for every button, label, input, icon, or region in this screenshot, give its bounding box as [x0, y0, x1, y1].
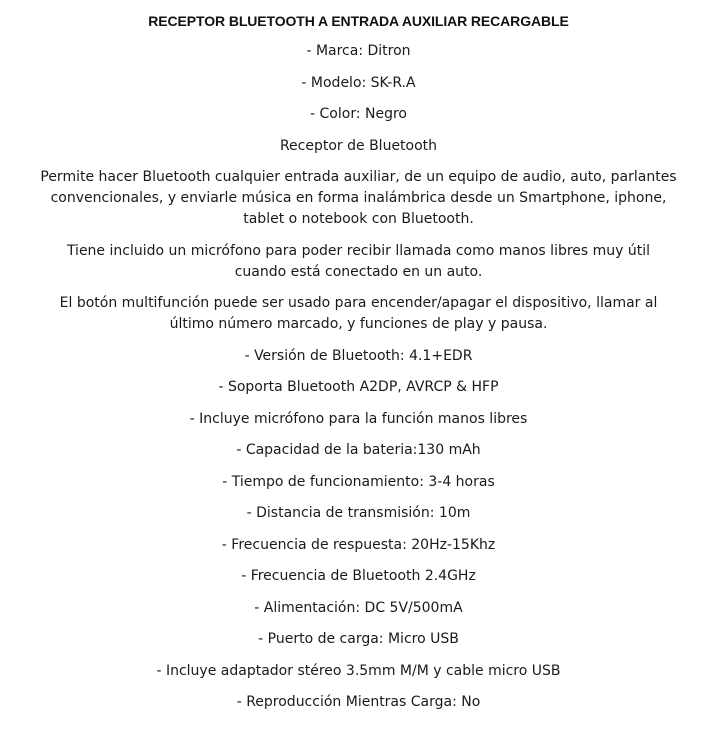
section-subtitle: Receptor de Bluetooth	[279, 137, 438, 154]
page-title: RECEPTOR BLUETOOTH A ENTRADA AUXILIAR RECARGABLE	[148, 13, 569, 29]
spec-range: - Distancia de transmisión: 10m	[246, 505, 471, 521]
spec-runtime: - Tiempo de funcionamiento: 3-4 horas	[222, 473, 495, 490]
description-paragraph-2: Tiene incluido un micrófono para poder recibir llamada como manos libres muy útil cuando está conectado en un auto.	[66, 242, 651, 280]
description-paragraph-3: El botón multifunción puede ser usado para encender/apagar el dispositivo, llamar al último número marcado, y funciones de play y pausa.	[59, 295, 658, 332]
spec-bluetooth-frequency: - Frecuencia de Bluetooth 2.4GHz	[241, 568, 476, 584]
spec-profiles: - Soporta Bluetooth A2DP, AVRCP & HFP	[218, 379, 499, 395]
spec-power: - Alimentación: DC 5V/500mA	[254, 599, 463, 616]
spec-model: - Modelo: SK-R.A	[301, 74, 416, 91]
spec-bluetooth-version: - Versión de Bluetooth: 4.1+EDR	[244, 347, 473, 364]
spec-battery: - Capacidad de la bateria:130 mAh	[236, 442, 481, 458]
spec-color: - Color: Negro	[310, 106, 407, 122]
description-paragraph-1: Permite hacer Bluetooth cualquier entrada auxiliar, de un equipo de audio, auto, parlantes convencionales, y enviarle música en forma inalámbrica desde un Smartphone, iphone, tablet o notebook con Bluetooth.	[40, 169, 677, 227]
spec-brand: - Marca: Ditron	[306, 43, 411, 59]
spec-included-accessories: - Incluye adaptador stéreo 3.5mm M/M y cable micro USB	[156, 662, 561, 679]
spec-microphone: - Incluye micrófono para la función manos libres	[189, 410, 528, 427]
spec-play-while-charging: - Reproducción Mientras Carga: No	[236, 694, 481, 710]
spec-charging-port: - Puerto de carga: Micro USB	[258, 631, 459, 647]
spec-frequency-response: - Frecuencia de respuesta: 20Hz-15Khz	[221, 536, 496, 553]
